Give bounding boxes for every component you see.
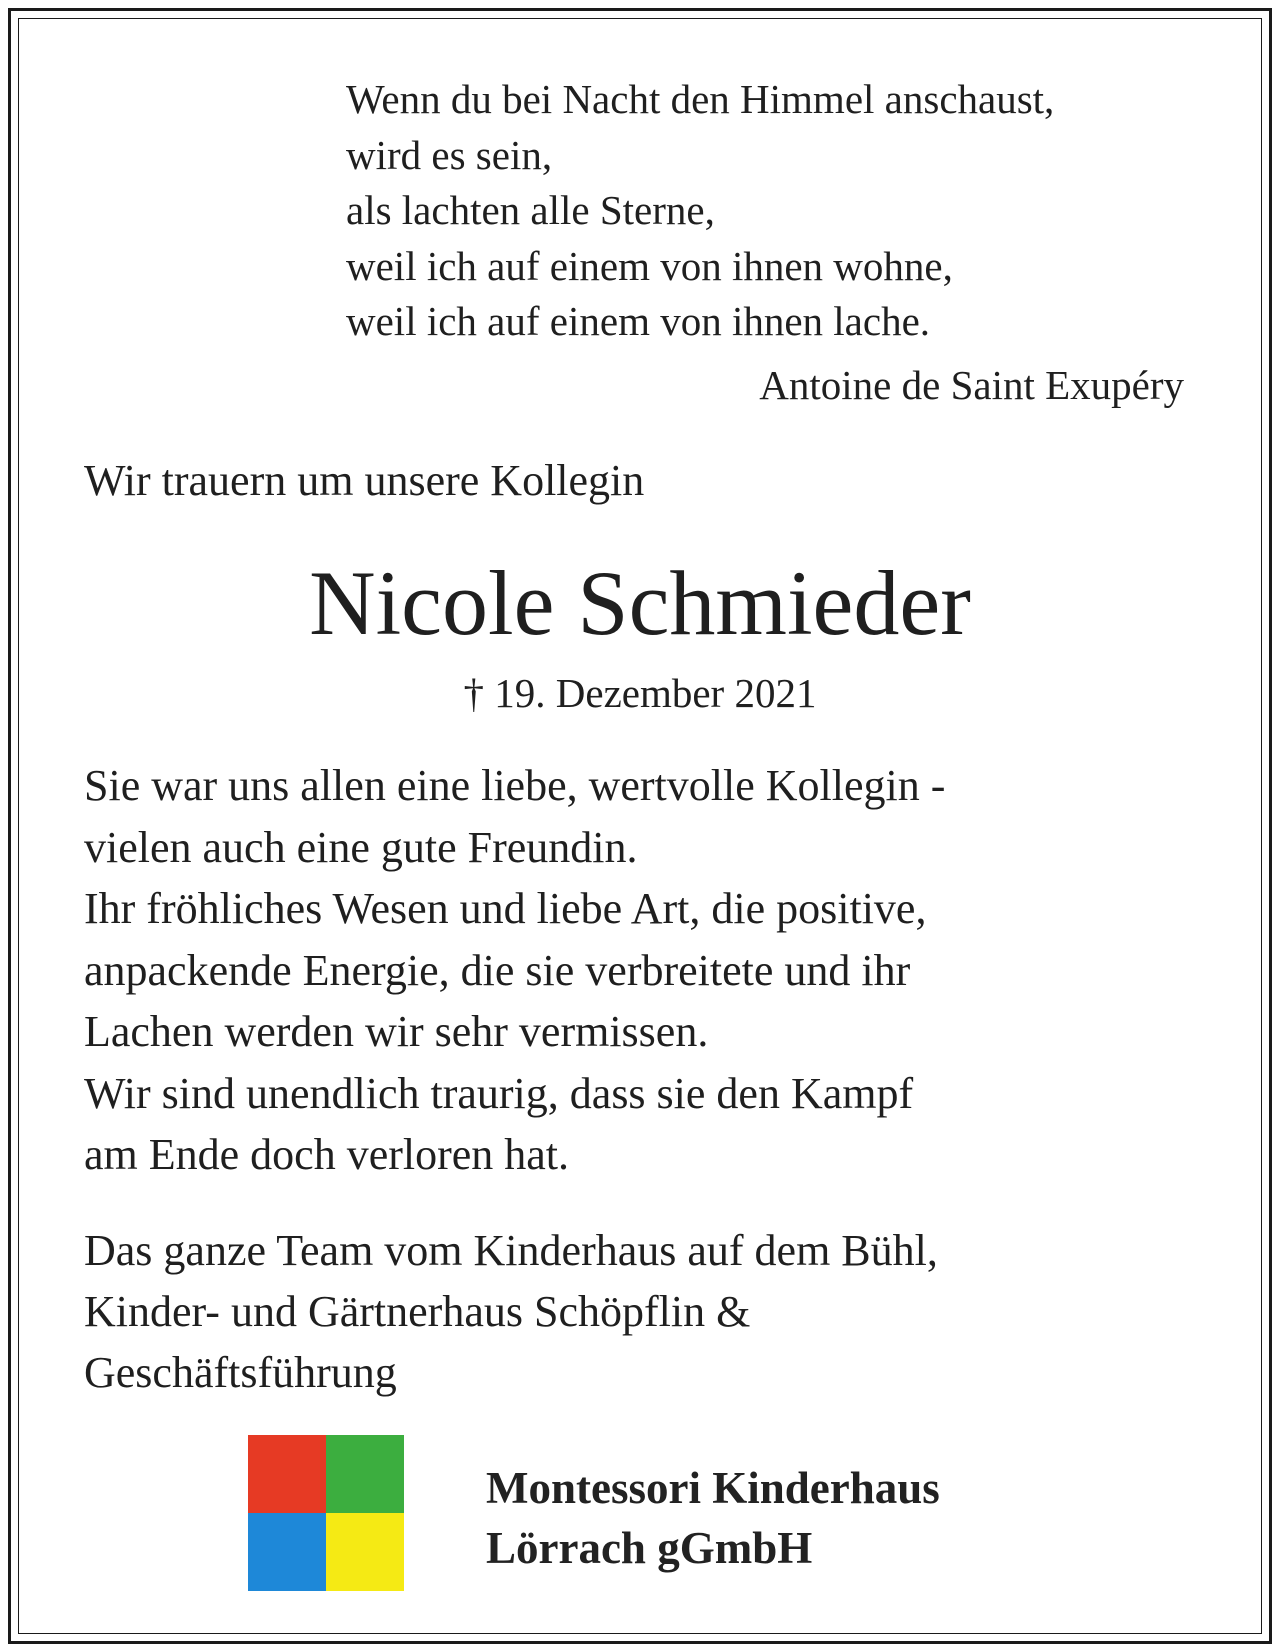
logo-red-square xyxy=(248,1435,326,1513)
logo-blue-square xyxy=(248,1513,326,1591)
logo-yellow-square xyxy=(326,1513,404,1591)
signature-line: Geschäftsführung xyxy=(84,1348,397,1397)
message-line: Wir sind unendlich traurig, dass sie den Kampf xyxy=(84,1068,914,1118)
signature-line: Das ganze Team vom Kinderhaus auf dem Bühl, xyxy=(84,1226,938,1275)
poem-line: weil ich auf einem von ihnen lache. xyxy=(346,298,931,344)
message-line: Lachen werden wir sehr vermissen. xyxy=(84,1007,709,1056)
poem-line: als lachten alle Sterne, xyxy=(346,187,715,233)
poem-line: weil ich auf einem von ihnen wohne, xyxy=(346,242,953,289)
message-line: Sie war uns allen eine liebe, wertvolle Kollegin - xyxy=(84,761,946,810)
organization-name xyxy=(486,1458,940,1578)
poem-quote xyxy=(346,72,1196,350)
message-line: anpackende Energie, die sie verbreitete und ihr xyxy=(84,945,911,995)
organization-line: Lörrach gGmbH xyxy=(486,1523,813,1573)
poem-line: wird es sein, xyxy=(346,131,553,178)
death-date: † 19. Dezember 2021 xyxy=(463,670,817,716)
message-line: Ihr fröhliches Wesen und liebe Art, die positive, xyxy=(84,884,927,933)
signature-block xyxy=(84,1220,1204,1403)
deceased-name: Nicole Schmieder xyxy=(309,552,971,654)
tribute-message xyxy=(84,755,1204,1186)
signature-line: Kinder- und Gärtnerhaus Schöpflin & xyxy=(84,1287,751,1336)
organization-line: Montessori Kinderhaus xyxy=(486,1463,940,1513)
message-line: vielen auch eine gute Freundin. xyxy=(84,822,638,872)
intro-text: Wir trauern um unsere Kollegin xyxy=(84,456,645,505)
four-color-square-logo-icon xyxy=(248,1435,404,1591)
message-line: am Ende doch verloren hat. xyxy=(84,1130,570,1179)
logo-green-square xyxy=(326,1435,404,1513)
poem-author: Antoine de Saint Exupéry xyxy=(759,362,1184,408)
poem-line: Wenn du bei Nacht den Himmel anschaust, xyxy=(346,76,1055,122)
